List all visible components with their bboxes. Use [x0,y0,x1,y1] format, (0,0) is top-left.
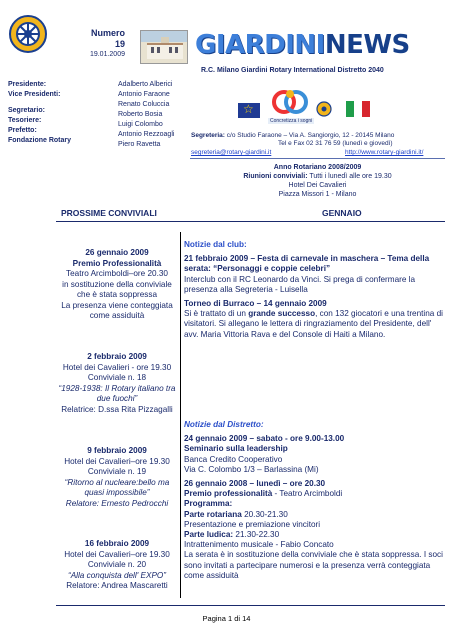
meeting-info [190,163,445,199]
officer-name: Piero Ravetta [118,141,161,148]
program-label: Programma: [184,499,233,509]
rotary-logo [8,14,48,54]
event-item [56,539,178,592]
event-line: Teatro Arcimboldi–ore 20.30 [66,269,168,278]
meeting-schedule [190,172,445,181]
role-label: Fondazione Rotary [8,137,72,144]
meeting-time: Tutti i lunedì alle ore 19.30 [309,173,392,180]
event-topic: “Alla conquista dell' EXPO” [67,570,167,580]
program-row: Intrattenimento musicale - Fabio Concato [184,540,334,550]
event-title: Premio Professionalità [72,258,162,268]
news-item-title: Torneo di Burraco – 14 gennaio 2009 [184,299,327,309]
page-number: Pagina 1 di 14 [202,614,251,623]
event-line: Conviviale n. 20 [87,560,147,569]
event-line: Hotel dei Cavalieri–ore 19.30 [64,456,170,466]
event-date: 26 gennaio 2009 [85,248,149,257]
news-item-title: 26 gennaio 2008 – lunedì – ore 20.30 [184,479,326,489]
officer-name: Antonio Rezzoagli [118,131,175,138]
newsletter-subtitle: R.C. Milano Giardini Rotary International Distretto 2040 [201,67,384,74]
event-line: Conviviale n. 19 [87,467,147,476]
event-topic: “Ritorno al nucleare:bello ma quasi impossibile” [64,477,170,497]
meeting-venue: Hotel Dei Cavalieri [288,182,347,189]
divider [56,605,445,606]
news-item [184,254,444,295]
title-giardini: GIARDINI [195,30,325,60]
officer-name: Adalberto Alberici [118,81,173,88]
event-date: 16 febbraio 2009 [84,539,150,548]
concretizza-logo [270,86,310,122]
event-item [56,446,178,509]
role-label: Segretario: [8,107,45,114]
event-date: 2 febbraio 2009 [87,352,147,361]
news-item-text: Via C. Colombo 1/3 – Barlassina (Mi) [184,464,319,474]
officer-name: Antonio Faraone [118,91,170,98]
event-item [56,352,178,415]
news-item-text: Si è trattato di un grande successo, con 132 giocatori e una trentina di visitatori. Si allegano le lettera di ringraziamento del Presidente, dell' avv. Maria Vittoria Rava e del Console di Haiti a Milano. [184,309,443,339]
divider [190,158,445,159]
divider [56,221,445,222]
email-link[interactable]: segreteria@rotary-giardini.it [191,149,272,156]
event-line: Hotel dei Cavalieri - ore 19.30 [62,362,172,372]
section-month: GENNAIO [322,208,362,218]
rotary-year: Anno Rotariano 2008/2009 [273,164,362,171]
title-news: NEWS [324,30,410,60]
secretariat-phone: Tel e Fax 02 31 76 59 (lunedì e giovedì) [278,140,393,147]
news-item [184,434,444,475]
concretizza-label: Concretizza i sogni [270,118,313,124]
program-row: Presentazione e premiazione vincitori [184,519,321,529]
district-news [184,420,444,585]
news-item [184,479,444,581]
secretariat-label: Segreteria: [191,132,225,139]
role-label: Vice Presidenti: [8,91,61,98]
role-label: Presidente: [8,81,47,88]
news-item-subtitle: Premio professionalità - Teatro Arcimboldi [184,489,343,499]
issue-value: 19 [114,39,125,49]
italy-flag-icon [346,101,370,117]
role-label: Tesoriere: [8,117,42,124]
news-item-text: Banca Credito Cooperativo [184,454,283,464]
section-upcoming: PROSSIME CONVIVIALI [61,208,157,218]
website-link[interactable]: http://www.rotary-giardini.it/ [345,149,424,156]
event-line: che è stata soppressa [76,290,158,299]
villa-photo [140,30,188,64]
secretariat-address-text: c/o Studio Faraone – Via A. Sangiorgio, 12 - 20145 Milano [226,132,395,139]
event-line: come assiduità [89,311,145,320]
news-item-text: La serata è in sostituzione della conviviale che è stata soppressa. I soci sono invitati a partecipare numerosi e la presenza verrà conteggiata come assiduità [184,550,443,580]
officer-name: Luigi Colombo [118,121,163,128]
meeting-label: Riunioni conviviali: [243,173,308,180]
rotary-small-icon [316,101,332,117]
event-item [56,248,178,322]
officers-roles [8,80,71,146]
event-speaker: Relatrice: D.ssa Rita Pizzagalli [61,404,173,414]
meeting-address: Piazza Missori 1 - Milano [278,191,357,198]
event-speaker: Relatore: Andrea Mascaretti [66,581,168,590]
event-line: La presenza viene conteggiata [61,300,173,310]
issue-label: Numero [90,28,125,38]
event-speaker: Relatore: Ernesto Pedrocchi [65,498,169,508]
eu-flag-icon [238,103,260,118]
club-news [184,240,444,344]
event-line: in sostituzione della conviviale [62,279,172,289]
program-row: Parte rotariana 20.30-21.30 [184,509,288,519]
news-item-subtitle: Seminario sulla leadership [184,444,288,454]
event-line: Conviviale n. 18 [87,373,147,382]
club-news-heading: Notizie dal club: [184,240,247,249]
officer-name: Roberto Bosia [118,111,163,118]
newsletter-title [195,30,410,60]
news-item-title: 21 febbraio 2009 – Festa di carnevale in maschera – Tema della serata: “Personaggi e coppie celebri” [184,254,430,274]
event-topic: “1928-1938: Il Rotary italiano tra due fuochi” [58,383,176,403]
program-row: Parte ludica: 21.30-22.30 [184,530,280,540]
officers-names [118,80,174,150]
column-divider [180,232,181,598]
event-line: Hotel dei Cavalieri–ore 19.30 [64,549,170,559]
secretariat-address [191,131,394,140]
news-item-text: Interclub con il RC Leonardo da Vinci. Si prega di confermare la presenza alla Segreteria - Luisella [184,274,416,294]
news-item-title: 24 gennaio 2009 – sabato - ore 9.00-13.00 [184,434,345,444]
district-news-heading: Notizie dal Distretto: [184,420,264,429]
officer-name: Renato Coluccia [118,101,170,108]
role-label: Prefetto: [8,127,37,134]
event-date: 9 febbraio 2009 [87,446,147,455]
issue-number [55,28,125,60]
issue-date: 19.01.2009 [89,51,125,58]
news-item [184,299,444,340]
